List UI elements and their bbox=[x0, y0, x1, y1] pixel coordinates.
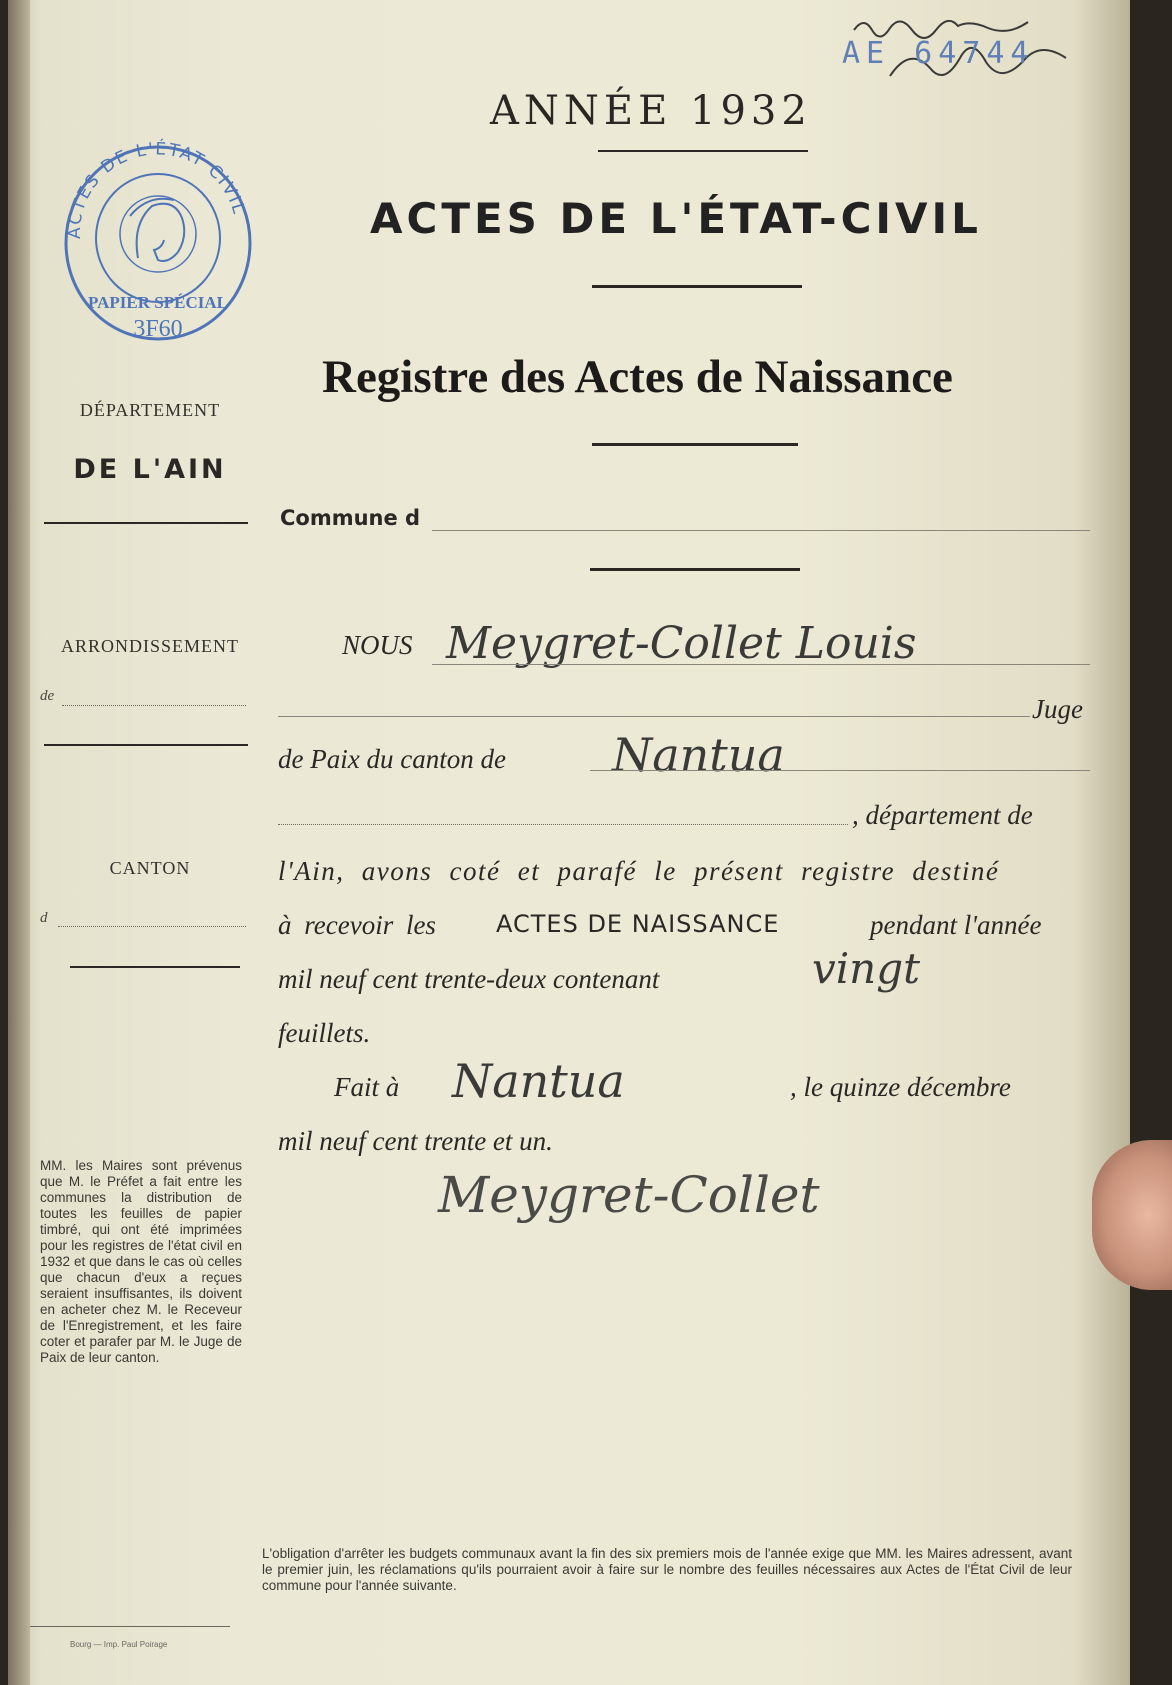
seal-label: PAPIER SPÉCIAL bbox=[88, 293, 228, 312]
sidebar-rule-3 bbox=[70, 966, 240, 968]
sidebar-rule-2 bbox=[44, 744, 248, 746]
canton-name: Nantua bbox=[612, 728, 785, 782]
body-line-1: l'Ain, avons coté et parafé le présent registre destiné bbox=[278, 856, 1000, 886]
footer-rule bbox=[30, 1626, 230, 1627]
register-subtitle: Registre des Actes de Naissance bbox=[322, 351, 953, 403]
papier-special-seal bbox=[60, 138, 256, 352]
rule-3 bbox=[592, 443, 798, 446]
fait-a-label: Fait à bbox=[334, 1072, 400, 1102]
body-line-3: mil neuf cent trente-deux contenant bbox=[278, 964, 660, 994]
body-line-2-a: à recevoir les bbox=[278, 910, 436, 940]
seal-price: 3F60 bbox=[133, 316, 183, 342]
departement-value: DE L'AIN bbox=[73, 454, 227, 485]
rule-4 bbox=[590, 568, 800, 571]
nous-label: NOUS bbox=[342, 630, 413, 660]
canton-label: CANTON bbox=[109, 858, 191, 878]
departement-label: DÉPARTEMENT bbox=[79, 400, 221, 420]
seal-ring-text: ACTES DE L'ÉTAT CIVIL bbox=[64, 139, 249, 239]
body-line-4: feuillets. bbox=[278, 1018, 371, 1048]
budget-notice: L'obligation d'arrêter les budgets communaux avant la fin des six premiers mois de l'année exige que MM. les Maires adressent, avant le premier juin, les réclamations qu'ils pourraient avoir à faire sur le nombre des feuilles nécessaires aux Actes de l'État Civil de leur commune pour l'année suivante. bbox=[262, 1546, 1072, 1593]
departement-de: , département de bbox=[852, 800, 1033, 830]
sidebar-rule-1 bbox=[44, 522, 248, 524]
year-text: mil neuf cent trente et un. bbox=[278, 1126, 553, 1156]
body-line-2-b: ACTES DE NAISSANCE bbox=[496, 910, 780, 938]
printer-credit: Bourg — Imp. Paul Poirage bbox=[70, 1640, 168, 1649]
date-text: , le quinze décembre bbox=[790, 1072, 1011, 1102]
fait-place: Nantua bbox=[452, 1054, 625, 1108]
arrondissement-prefix: de bbox=[40, 688, 55, 704]
dept-leader bbox=[278, 824, 848, 825]
year-heading: ANNÉE 1932 bbox=[490, 88, 812, 134]
commune-label: Commune d bbox=[280, 506, 421, 530]
book-binding bbox=[8, 0, 30, 1685]
juge-label: Juge bbox=[1032, 694, 1083, 724]
name-blank bbox=[432, 664, 1090, 665]
arrondissement-leader bbox=[62, 705, 246, 706]
rule-2 bbox=[592, 285, 802, 288]
rule-1 bbox=[598, 150, 808, 152]
sheet-count: vingt bbox=[812, 944, 920, 993]
main-title: ACTES DE L'ÉTAT-CIVIL bbox=[370, 194, 982, 243]
reference-stamp: AE 64744 bbox=[842, 36, 1035, 71]
commune-blank bbox=[432, 530, 1090, 531]
maires-notice: MM. les Maires sont prévenus que M. le Préfet a fait entre les communes la distribution de toutes les feuilles de papier timbré, qui ont été imprimées pour les registres de l'état civil en 1932 et que dans le cas où celles que chacun d'eux a reçues seraient insuffisantes, ils doivent en acheter chez M. le Receveur de l'Enregistrement, et les faire coter et parafer par M. le Juge de Paix de leur canton. bbox=[40, 1158, 242, 1365]
canton-prefix: d bbox=[40, 910, 48, 926]
canton-leader bbox=[58, 926, 246, 927]
canton-blank bbox=[590, 770, 1090, 771]
name-blank-2 bbox=[278, 716, 1030, 717]
body-line-2-c: pendant l'année bbox=[870, 910, 1042, 940]
signature: Meygret-Collet bbox=[438, 1166, 820, 1224]
svg-text:ACTES DE L'ÉTAT CIVIL bbox=[65, 138, 249, 239]
judge-name: Meygret-Collet Louis bbox=[446, 618, 917, 669]
arrondissement-label: ARRONDISSEMENT bbox=[60, 636, 239, 656]
paix-label: de Paix du canton de bbox=[278, 744, 506, 774]
